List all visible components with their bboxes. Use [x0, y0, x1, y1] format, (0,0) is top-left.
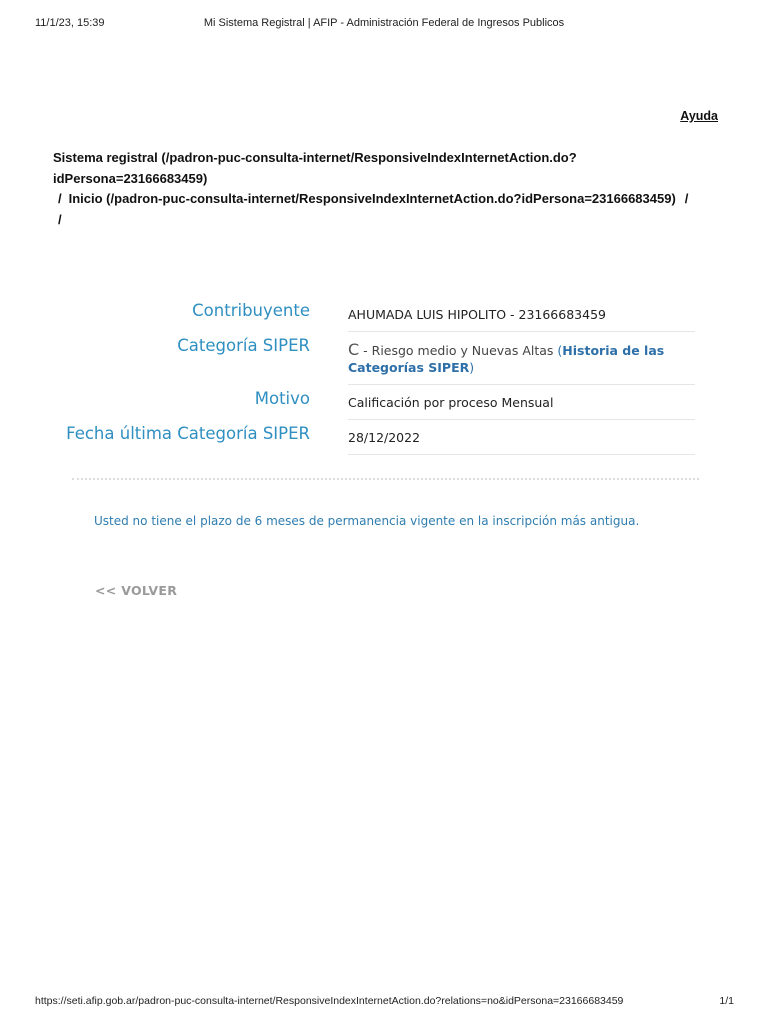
breadcrumb-line1: Sistema registral (/padron-puc-consulta-internet/ResponsiveIndexInternetAction.do?: [53, 150, 577, 165]
permanence-notice: Usted no tiene el plazo de 6 meses de permanencia vigente en la inscripción más antigua.: [94, 514, 640, 528]
categoria-value: [348, 332, 695, 385]
help-link[interactable]: Ayuda: [680, 109, 718, 123]
contribuyente-label: Contribuyente: [192, 301, 310, 320]
section-divider: [72, 478, 699, 480]
info-row-categoria: [60, 332, 700, 385]
print-url: https://seti.afip.gob.ar/padron-puc-consulta-internet/ResponsiveIndexInternetAction.do?relations=no&idPersona=23166683459: [35, 995, 624, 1007]
breadcrumb-separator: /: [58, 191, 62, 206]
motivo-value: Calificación por proceso Mensual: [348, 385, 695, 420]
breadcrumb-item-sistema-registral[interactable]: [53, 148, 713, 189]
back-link[interactable]: << VOLVER: [95, 583, 178, 598]
print-datetime: 11/1/23, 15:39: [35, 17, 105, 29]
info-row-fecha: [60, 420, 700, 455]
categoria-description: - Riesgo medio y Nuevas Altas: [359, 343, 558, 358]
breadcrumb-separator: /: [58, 211, 62, 227]
contribuyente-value: AHUMADA LUIS HIPOLITO - 23166683459: [348, 297, 695, 332]
breadcrumb: [53, 148, 713, 230]
fecha-value: 28/12/2022: [348, 420, 695, 455]
categoria-letter: C: [348, 340, 360, 359]
breadcrumb-separator: /: [684, 191, 689, 206]
breadcrumb-item-inicio[interactable]: Inicio (/padron-puc-consulta-internet/ResponsiveIndexInternetAction.do?idPersona=23166683459): [68, 191, 676, 206]
categoria-label: Categoría SIPER: [177, 336, 310, 355]
fecha-label: Fecha última Categoría SIPER: [66, 424, 310, 443]
motivo-label: Motivo: [254, 389, 310, 408]
info-row-motivo: [60, 385, 700, 420]
historia-categorias-link[interactable]: Historia de las Categorías SIPER: [348, 343, 665, 375]
breadcrumb-line2: idPersona=23166683459): [53, 170, 208, 186]
paren-open: (: [557, 343, 563, 358]
info-row-contribuyente: [60, 297, 700, 332]
print-page-title: Mi Sistema Registral | AFIP - Administración Federal de Ingresos Publicos: [203, 17, 565, 29]
print-page-number: 1/1: [719, 995, 734, 1007]
paren-close: ): [469, 360, 475, 375]
taxpayer-info: [60, 297, 700, 455]
